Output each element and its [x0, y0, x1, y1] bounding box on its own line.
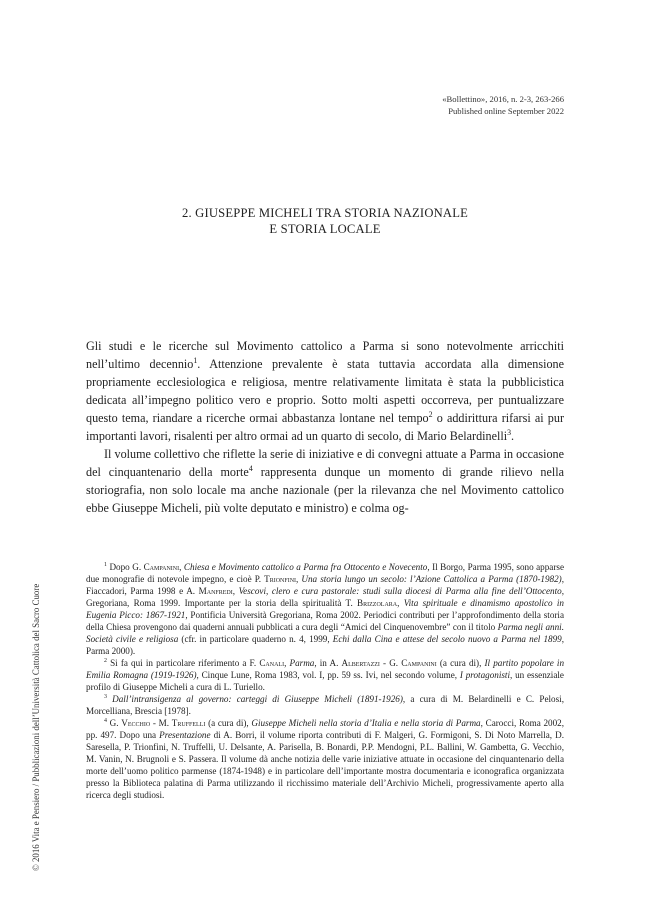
- author-name: Campanini: [143, 562, 180, 572]
- text-run: ,: [296, 574, 302, 584]
- text-run: ,: [179, 562, 184, 572]
- body-text: [86, 337, 564, 517]
- text-run: G.: [106, 718, 122, 728]
- text-run: , Gregoriana, Roma 1999. Importante per la storia della spiritualità T.: [86, 586, 564, 608]
- copyright-sidebar: © 2016 Vita e Pensiero / Pubblicazioni dell’Università Cattolica del Sacro Cuore: [31, 583, 41, 871]
- text-run: o addirittura rifarsi ai pur importanti lavori, risalenti per altro ormai ad un quarto di secolo, di Mario Belardinelli: [86, 411, 564, 443]
- footnote-number: 1: [104, 561, 107, 568]
- chapter-title: [86, 205, 564, 237]
- work-title: Vita spirituale e dinamismo apostolico in Eugenia Picco: 1867-1921: [86, 598, 564, 620]
- text-run: - G.: [379, 658, 402, 668]
- text-run: - M.: [150, 718, 172, 728]
- author-name: Albertazzi: [341, 658, 380, 668]
- text-run: rappresenta dunque un momento di grande rilievo nella storiografia, non solo locale ma anche nazionale (per la rilevanza che nel Movimento cattolico ebbe Giuseppe Micheli, più volte deputato e ministro) e colma og-: [86, 465, 564, 515]
- footnote-number: 2: [104, 657, 107, 664]
- work-title: Giuseppe Micheli nella storia d’Italia e nella storia di Parma: [251, 718, 481, 728]
- author-name: Vecchio: [121, 718, 151, 728]
- text-run: Gli studi e le ricerche sul Movimento cattolico a Parma si sono notevolmente arricchiti nell’ultimo decennio: [86, 339, 564, 371]
- footnote-ref: 2: [428, 409, 433, 419]
- text-run: ,: [232, 586, 239, 596]
- text-run: Dopo G.: [106, 562, 144, 572]
- text-run: (a cura di),: [205, 718, 252, 728]
- author-name: Trionfini: [264, 574, 297, 584]
- text-run: ,: [284, 658, 290, 668]
- work-title: Parma negli anni. Società civile e religiosa: [86, 622, 564, 644]
- footnote-2: [86, 657, 564, 693]
- footnote-number: 3: [104, 693, 107, 700]
- work-title: Vescovi, clero e cura pastorale: studi sulla diocesi di Parma alla fine dell’Ottocento: [238, 586, 562, 596]
- text-run: , Pontificia Università Gregoriana, Roma 2002. Periodici contributi per l’approfondimento della storia della Chiesa provengono dai quaderni annuali pubblicati a cura degli “Amici del Cinquenovembre” con il titolo: [86, 610, 565, 632]
- text-run: , Carocci, Roma 2002, pp. 497. Dopo una: [86, 718, 565, 740]
- author-name: Truffelli: [171, 718, 206, 728]
- work-title: Il partito popolare in Emilia Romagna (1919-1926): [86, 658, 565, 680]
- footnote-1: [86, 561, 564, 657]
- body-paragraph-2: [86, 445, 564, 517]
- text-run: Si fa qui in particolare riferimento a F.: [106, 658, 260, 668]
- author-name: Canali: [259, 658, 285, 668]
- author-name: Manfredi: [198, 586, 233, 596]
- work-title: Presentazione: [159, 730, 211, 740]
- text-run: , Il Borgo, Parma 1995, sono apparse due monografie di notevole impegno, e cioè P.: [86, 562, 564, 584]
- text-run: di A. Borri, il volume riporta contributi di F. Malgeri, G. Formigoni, S. Di Noto Marrella, D. Saresella, P. Trionfini, N. Truffelli, U. Delsante, A. Parisella, B. Bonardi, P.P. Mendogni, P.L. Ballini, W. Gambetta, G. Vecchio, M. Vanin, N. Brugnoli e S. Passera. Il volume dà anche notizia delle varie iniziative attuate in occasione del cinquantenario della morte dell’uomo politico parmense (1874-1948) e in particolare dell’importante mostra documentaria e iconografica organizzata presso la Biblioteca palatina di Parma utilizzando il ricchissimo materiale dell’Archivio Micheli, progressivamente aperto alla ricerca degli studiosi.: [86, 730, 565, 800]
- running-header: [442, 94, 564, 117]
- text-run: ,: [397, 598, 404, 608]
- author-name: Campanini: [401, 658, 437, 668]
- text-run: (cfr. in particolare quaderno n. 4, 1999,: [178, 634, 333, 644]
- work-title: Una storia lungo un secolo: l’Azione Cattolica a Parma (1870-1982): [301, 574, 562, 584]
- work-title: Chiesa e Movimento cattolico a Parma fra Ottocento e Novecento: [183, 562, 428, 572]
- author-name: Brizzolara: [357, 598, 398, 608]
- footnote-4: [86, 717, 564, 801]
- text-run: , a cura di M. Belardinelli e C. Pelosi, Morcelliana, Brescia [1978].: [86, 694, 564, 716]
- text-run: , un essenziale profilo di Giuseppe Micheli a cura di L. Turiello.: [86, 670, 564, 692]
- footnote-3: [86, 693, 564, 717]
- text-run: , Parma 2000).: [86, 634, 564, 656]
- text-run: , Cinque Lune, Roma 1983, vol. I, pp. 59 ss. Ivi, nel secondo volume,: [196, 670, 460, 680]
- chapter-title-line-2: E STORIA LOCALE: [269, 222, 381, 236]
- text-run: .: [511, 429, 515, 443]
- chapter-title-line-1: 2. GIUSEPPE MICHELI TRA STORIA NAZIONALE: [181, 206, 468, 220]
- work-title: Dall’intransigenza al governo: carteggi di Giuseppe Micheli (1891-1926): [112, 694, 403, 704]
- text-run: Il volume collettivo che riflette la serie di iniziative e di convegni attuate a Parma in occasione del cinquantenario della morte: [86, 447, 564, 479]
- body-paragraph-1: [86, 337, 564, 445]
- work-title: Echi dalla Cina e attese del secolo nuovo a Parma nel 1899: [332, 634, 562, 644]
- footnote-number: 4: [104, 717, 107, 724]
- text-run: (a cura di),: [436, 658, 485, 668]
- footnote-ref: 1: [193, 355, 198, 365]
- text-run: . Attenzione prevalente è stata tuttavia accordata alla dimensione propriamente ecclesiologica e religiosa, mentre relativamente limitata è stata la pubblicistica dedicata all’impegno politico vero e proprio. Sotto molti aspetti occorreva, per puntualizzare questo tema, riandare a ricerche ormai abbastanza lontane nel tempo: [86, 357, 564, 425]
- footnote-ref: 3: [507, 427, 512, 437]
- journal-citation: «Bollettino», 2016, n. 2-3, 263-266: [442, 94, 564, 104]
- text-run: , in A.: [314, 658, 342, 668]
- text-run: , Fiaccadori, Parma 1998 e A.: [86, 574, 565, 596]
- work-title: I protagonisti: [459, 670, 510, 680]
- footnote-ref: 4: [248, 463, 253, 473]
- publication-date: Published online September 2022: [448, 105, 564, 116]
- footnotes: [86, 561, 564, 801]
- work-title: Parma: [289, 658, 315, 668]
